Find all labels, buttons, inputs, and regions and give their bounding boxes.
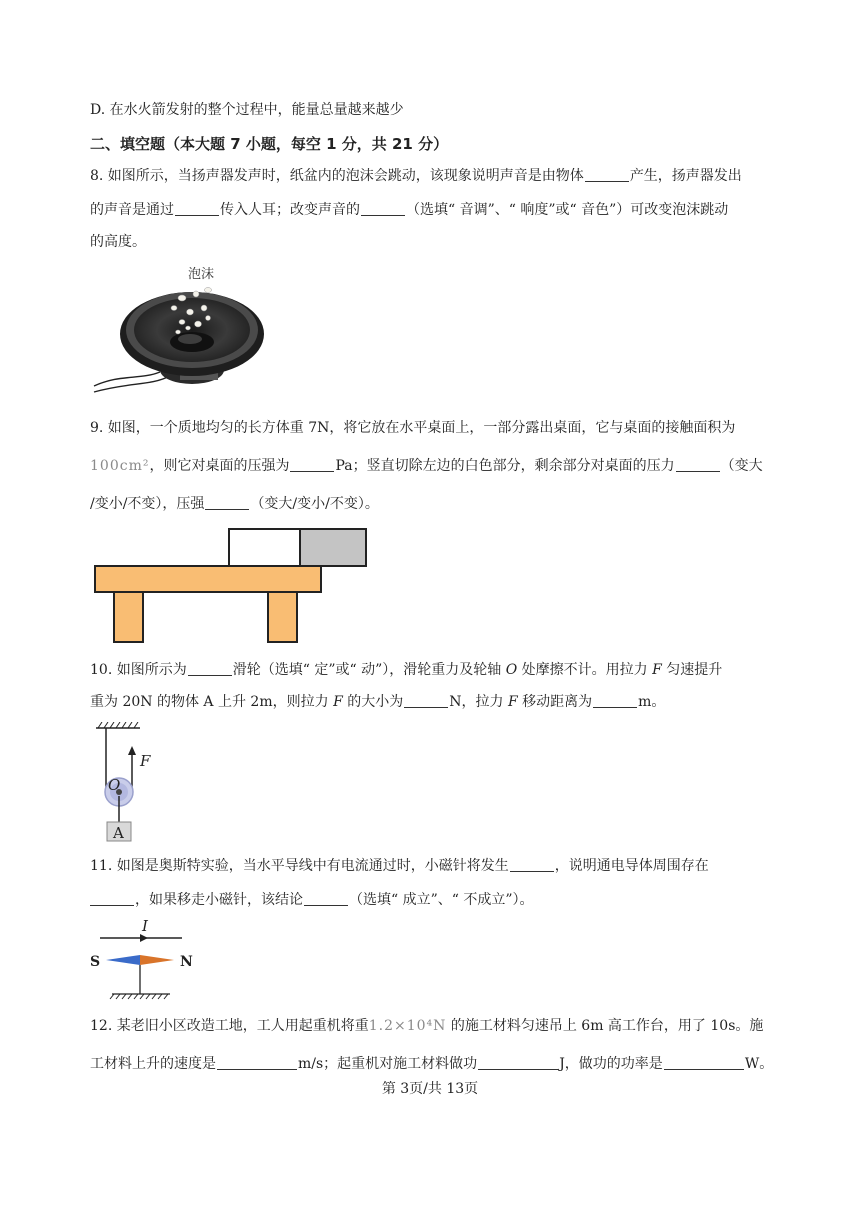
section-title: 二、填空题（本大题 7 小题，每空 1 分，共 21 分）: [90, 135, 449, 153]
white-block-part: [229, 529, 300, 566]
q9-text: （变大/变小/不变）。: [250, 496, 379, 512]
q8-line3: [90, 232, 146, 252]
oersted-figure: [88, 916, 208, 1000]
weight-value: 1.2×10⁴N: [368, 1018, 447, 1034]
q10-text: m。: [638, 694, 666, 710]
answer-blank[interactable]: [205, 495, 249, 510]
answer-blank[interactable]: [585, 167, 629, 182]
q8-text: （选填“ 音调”、“ 响度”或“ 音色”）可改变泡沫跳动: [406, 202, 729, 218]
q11-text: 11. 如图是奥斯特实验，当水平导线中有电流通过时，小磁针将发生: [90, 858, 509, 874]
q10-text: 匀速提升: [661, 662, 723, 678]
pulley-figure: [92, 722, 172, 844]
q12-text: 12. 某老旧小区改造工地，工人用起重机将重: [90, 1018, 369, 1034]
q8-text: 的声音是通过: [90, 202, 174, 218]
current-label: I: [142, 917, 148, 935]
q11-text: （选填“ 成立”、“ 不成立”）。: [349, 892, 534, 908]
q10-line1: [90, 660, 722, 680]
q9-text: ，则它对桌面的压强为: [149, 458, 290, 474]
q8-line1: [90, 166, 742, 186]
q10-text: 重为 20N 的物体 A 上升 2m，则拉力: [90, 694, 334, 710]
answer-blank[interactable]: [90, 891, 134, 906]
foam-label: 泡沫: [188, 267, 215, 282]
q10-text: 移动距离为: [517, 694, 593, 710]
q7-option-d: D. 在水火箭发射的整个过程中，能量总量越来越少: [90, 102, 404, 118]
q10-line2: [90, 692, 665, 712]
answer-blank[interactable]: [593, 693, 637, 708]
table-block-figure: [90, 526, 372, 646]
q9-text: （变大: [720, 458, 763, 474]
tabletop: [95, 566, 321, 592]
q8-text: 的高度。: [90, 234, 146, 250]
axle-label: O: [108, 776, 121, 794]
answer-blank[interactable]: [404, 693, 448, 708]
speaker-figure: [90, 262, 270, 394]
q8-text: 8. 如图所示，当扬声器发声时，纸盆内的泡沫会跳动，该现象说明声音是由物体: [90, 168, 584, 184]
answer-blank[interactable]: [676, 457, 720, 472]
area-value: 100cm²: [90, 458, 150, 474]
q10-symbol: F: [507, 694, 518, 710]
answer-blank[interactable]: [510, 857, 554, 872]
q10-symbol: O: [505, 662, 518, 678]
table-leg: [268, 592, 297, 642]
q12-text: 的施工材料匀速吊上 6m 高工作台，用了 10s。施: [446, 1018, 764, 1034]
q8-text: 产生，扬声器发出: [629, 168, 742, 184]
q12-text: 工材料上升的速度是: [90, 1056, 216, 1072]
q12-text: W。: [744, 1056, 774, 1072]
q12-line1: [90, 1016, 763, 1036]
q9-text: 9. 如图，一个质地均匀的长方体重 7N，将它放在水平桌面上，一部分露出桌面，它与桌面的接触面积为: [90, 420, 736, 436]
current-arrow-icon: [140, 934, 148, 942]
q10-text: 10. 如图所示为: [90, 662, 187, 678]
q9-text: /变小/不变），压强: [90, 496, 205, 512]
answer-blank[interactable]: [361, 201, 405, 216]
q9-line3: [90, 494, 379, 514]
needle-south: [106, 955, 140, 965]
q10-symbol: F: [652, 662, 662, 678]
south-label: S: [90, 954, 101, 970]
q9-text: Pa；竖直切除左边的白色部分，剩余部分对桌面的压力: [335, 458, 675, 474]
north-label: N: [180, 954, 193, 970]
answer-blank[interactable]: [478, 1055, 558, 1070]
gray-block-part: [300, 529, 366, 566]
q11-text: ，如果移走小磁针，该结论: [135, 892, 303, 908]
q10-text: 滑轮（选填“ 定”或“ 动”），滑轮重力及轮轴: [232, 662, 506, 678]
table-leg: [114, 592, 143, 642]
q8-line2: [90, 200, 728, 220]
force-label: F: [140, 752, 151, 770]
object-a-label: A: [113, 824, 124, 842]
q9-line2: [90, 456, 763, 476]
page-footer: 第 3页/共 13页: [381, 1081, 479, 1097]
needle-north: [140, 955, 174, 965]
answer-blank[interactable]: [664, 1055, 744, 1070]
q8-text: 传入人耳；改变声音的: [220, 202, 360, 218]
answer-blank[interactable]: [188, 661, 232, 676]
q10-text: N，拉力: [449, 694, 508, 710]
answer-blank[interactable]: [175, 201, 219, 216]
q10-symbol: F: [333, 694, 343, 710]
answer-blank[interactable]: [217, 1055, 297, 1070]
q11-text: ，说明通电导体周围存在: [554, 858, 709, 874]
force-arrow-icon: [128, 746, 136, 755]
answer-blank[interactable]: [290, 457, 334, 472]
q10-text: 的大小为: [342, 694, 404, 710]
q11-line2: [90, 890, 534, 910]
answer-blank[interactable]: [304, 891, 348, 906]
q12-text: J，做功的功率是: [559, 1056, 663, 1072]
q9-line1: [90, 418, 735, 438]
q10-text: 处摩擦不计。用拉力: [517, 662, 653, 678]
q11-line1: [90, 856, 709, 876]
q12-line2: [90, 1054, 773, 1074]
q12-text: m/s；起重机对施工材料做功: [298, 1056, 478, 1072]
